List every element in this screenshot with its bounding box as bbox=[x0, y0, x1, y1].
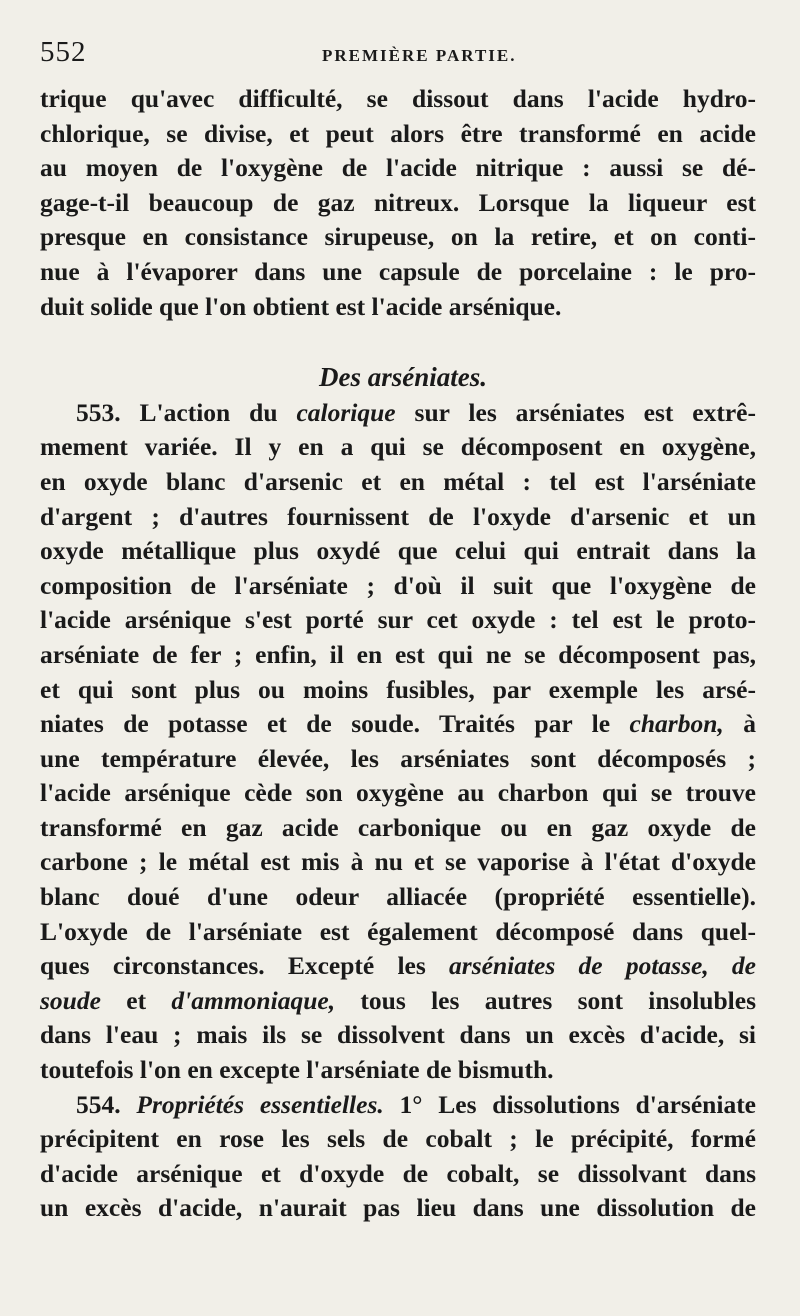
text-line: l'acide arsénique cède son oxygène au charbon qui se trouve bbox=[40, 778, 756, 808]
text-line: au moyen de l'oxygène de l'acide nitrique : aussi se dé- bbox=[40, 153, 756, 183]
text-line: composition de l'arséniate ; d'où il suit que l'oxygène de bbox=[40, 570, 756, 600]
text-line: mement variée. Il y en a qui se décomposent en oxygène, bbox=[40, 432, 756, 462]
text-line: carbone ; le métal est mis à nu et se vaporise à l'état d'oxyde bbox=[40, 847, 756, 877]
text-line: une température élevée, les arséniates sont décomposés ; bbox=[40, 743, 756, 773]
text-line: 554. Propriétés essentielles. 1° Les dissolutions d'arséniate bbox=[76, 1089, 757, 1119]
text-line: un excès d'acide, n'aurait pas lieu dans une dissolution de bbox=[40, 1193, 756, 1223]
text-line: toutefois l'on en excepte l'arséniate de bismuth. bbox=[40, 1055, 554, 1085]
text-line: transformé en gaz acide carbonique ou en gaz oxyde de bbox=[40, 812, 756, 842]
text-line: chlorique, se divise, et peut alors être transformé en acide bbox=[40, 118, 756, 148]
text-line: précipitent en rose les sels de cobalt ; le précipité, formé bbox=[40, 1124, 756, 1154]
text-line: blanc doué d'une odeur alliacée (propriété essentielle). bbox=[40, 882, 756, 912]
text-line: trique qu'avec difficulté, se dissout dans l'acide hydro- bbox=[40, 84, 756, 113]
text-line: L'oxyde de l'arséniate est également décomposé dans quel- bbox=[40, 916, 756, 946]
paragraph-553 bbox=[40, 396, 756, 1088]
text-line: d'acide arsénique et d'oxyde de cobalt, se dissolvant dans bbox=[40, 1158, 756, 1188]
paragraph-554 bbox=[40, 1088, 756, 1226]
section-heading: Des arséniates. bbox=[319, 361, 487, 392]
text-line: et qui sont plus ou moins fusibles, par exemple les arsé- bbox=[40, 674, 756, 704]
text-line: 553. L'action du calorique sur les arséniates est extrê- bbox=[76, 397, 756, 427]
text-line: soude et d'ammoniaque, tous les autres sont insolubles bbox=[40, 985, 756, 1015]
spacer bbox=[40, 324, 756, 359]
text-line: gage-t-il beaucoup de gaz nitreux. Lorsque la liqueur est bbox=[40, 187, 756, 217]
text-line: presque en consistance sirupeuse, on la retire, et on conti- bbox=[40, 222, 756, 252]
paragraph-continuation bbox=[40, 82, 756, 324]
text-line: oxyde métallique plus oxydé que celui qui entrait dans la bbox=[40, 536, 756, 566]
running-head bbox=[40, 32, 756, 82]
text-line: l'acide arsénique s'est porté sur cet oxyde : tel est le proto- bbox=[40, 605, 756, 635]
text-line: ques circonstances. Excepté les arséniates de potasse, de bbox=[40, 951, 756, 981]
text-line: duit solide que l'on obtient est l'acide arsénique. bbox=[40, 291, 562, 321]
paragraph-number: 553. bbox=[76, 397, 121, 427]
page-number: 552 bbox=[40, 36, 87, 68]
text-line: niates de potasse et de soude. Traités par le charbon, à bbox=[40, 709, 756, 739]
text-line: d'argent ; d'autres fournissent de l'oxyde d'arsenic et un bbox=[40, 501, 756, 531]
main-text bbox=[40, 82, 756, 1226]
running-title: PREMIÈRE PARTIE. bbox=[322, 46, 517, 65]
text-line: nue à l'évaporer dans une capsule de porcelaine : le pro- bbox=[40, 256, 756, 286]
text-line: en oxyde blanc d'arsenic et en métal : tel est l'arséniate bbox=[40, 466, 756, 496]
text-line: arséniate de fer ; enfin, il en est qui ne se décomposent pas, bbox=[40, 639, 756, 669]
paragraph-number: 554. bbox=[76, 1089, 121, 1119]
text-line: dans l'eau ; mais ils se dissolvent dans un excès d'acide, si bbox=[40, 1020, 756, 1050]
